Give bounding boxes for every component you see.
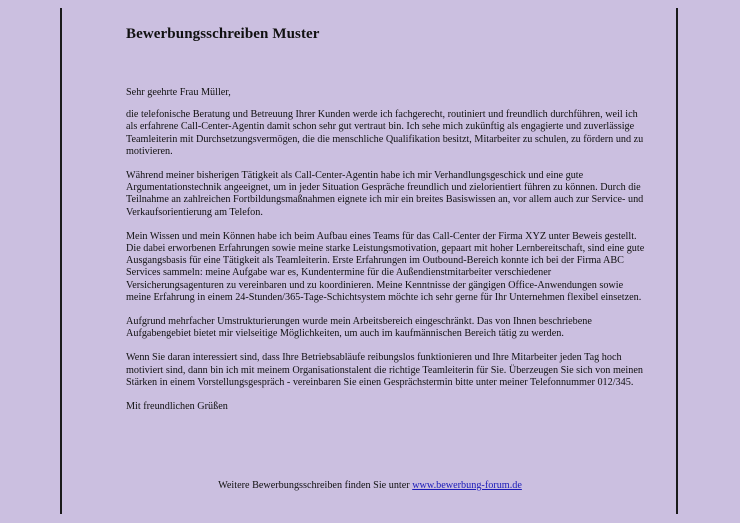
footer: [0, 480, 740, 492]
right-vertical-rule: [676, 8, 678, 514]
paragraph-intro: die telefonische Beratung und Betreuung Ihrer Kunden werde ich fachgerecht, routiniert und freundlich durchführen, weil ich als erfahrene Call-Center-Agentin damit schon sehr gut vertraut bin. Ich sehe mich zukünftig als engagierte und zuverlässige Teamleiterin mit Durchsetzungsvermögen, die die menschliche Qualifikation besitzt, Mitarbeiter zu schulen, zu fördern und zu motivieren.: [126, 109, 644, 157]
page-title: Bewerbungsschreiben Muster: [126, 26, 320, 42]
footer-link[interactable]: www.bewerbung-forum.de: [412, 480, 522, 491]
paragraph-closing-request: Wenn Sie daran interessiert sind, dass Ihre Betriebsabläufe reibungslos funktionieren und Ihre Mitarbeiter jeden Tag hoch motiviert sind, dann bin ich mit meinem Organisationstalent die richtige Teamleiterin für Sie. Überzeugen Sie sich von meinen Stärken in einem Vorstellungsgespräch - vereinbaren Sie einen Gesprächstermin bitte unter meiner Telefonnummer 012/345.: [126, 352, 643, 388]
footer-text: Weitere Bewerbungsschreiben finden Sie unter: [218, 480, 413, 491]
paragraph-reason: Aufgrund mehrfacher Umstrukturierungen wurde mein Arbeitsbereich eingeschränkt. Das von Ihnen beschriebene Aufgabengebiet bietet mir vielseitige Möglichkeiten, um auch im kaufmännischen Bereich tätig zu werden.: [126, 316, 592, 340]
closing-greeting: Mit freundlichen Grüßen: [126, 401, 228, 413]
letter-body: [126, 26, 646, 413]
left-vertical-rule: [60, 8, 62, 514]
paragraph-experience: Während meiner bisherigen Tätigkeit als Call-Center-Agentin habe ich mir Verhandlungsgeschick und eine gute Argumentationstechnik angeeignet, um in jeder Situation Gespräche freundlich und zielorientiert führen zu können. Durch die Teilnahme an zahlreichen Fortbildungsmaßnahmen eignete ich mir ein breites Basiswissen an, vor allem auch zur Service- und Verkaufsorientierung am Telefon.: [126, 170, 644, 218]
paragraph-skills: Mein Wissen und mein Können habe ich beim Aufbau eines Teams für das Call-Center der Firma XYZ unter Beweis gestellt. Die dabei erworbenen Erfahrungen sowie meine starke Leistungsmotivation, gepaart mit hoher Lernbereitschaft, sind eine gute Ausgangsbasis für eine Tätigkeit als Teamleiterin. Erste Erfahrungen im Outbound-Bereich konnte ich bei der Firma ABC Services sammeln: meine Aufgabe war es, Kundentermine für die Außendienstmitarbeiter verschiedener Versicherungsagenturen zu vereinbaren und zu koordinieren. Meine Kenntnisse der gängigen Office-Anwendungen sowie meine Erfahrung in einem 24-Stunden/365-Tage-Schichtsystem möchte ich sehr gerne für Ihr Unternehmen flexibel einsetzen.: [126, 230, 645, 303]
salutation: Sehr geehrte Frau Müller,: [126, 87, 231, 98]
